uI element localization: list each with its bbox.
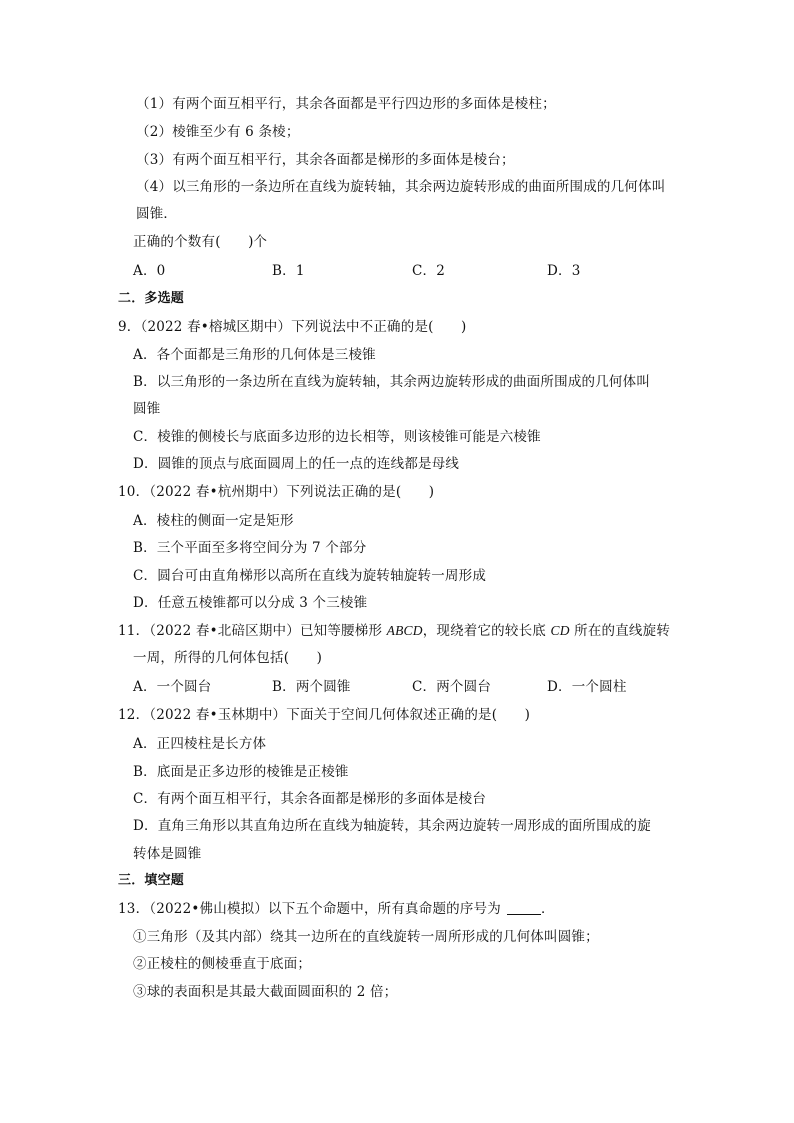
q9-option-b: B．以三角形的一条边所在直线为旋转轴，其余两边旋转形成的曲面所围成的几何体叫 xyxy=(133,374,651,390)
q10-option-b: B．三个平面至多将空间分为 7 个部分 xyxy=(133,540,367,556)
q8-option-b: B．1 xyxy=(272,263,305,279)
q12-option-b: B．底面是正多边形的棱锥是正棱锥 xyxy=(133,764,349,780)
q11-stem-part3: 所在的直线旋转 xyxy=(569,623,671,639)
q8-option-c: C．2 xyxy=(412,263,446,279)
q11-var-abcd: ABCD xyxy=(386,623,423,638)
q8-item-3: （3）有两个面互相平行，其余各面都是梯形的多面体是棱台； xyxy=(136,152,515,168)
section-title-fill-in: 三．填空题 xyxy=(118,873,185,888)
q8-item-2: （2）棱锥至少有 6 条棱； xyxy=(136,124,300,140)
q13-item-1: ①三角形（及其内部）绕其一边所在的直线旋转一周所形成的几何体叫圆锥； xyxy=(133,929,599,945)
q10-option-a: A．棱柱的侧面一定是矩形 xyxy=(133,513,294,529)
q10-option-d: D．任意五棱锥都可以分成 3 个三棱锥 xyxy=(133,595,368,611)
q11-stem-cont: 一周，所得的几何体包括( ) xyxy=(133,650,323,666)
q13-item-2: ②正棱柱的侧棱垂直于底面； xyxy=(133,956,312,972)
q11-option-c: C．两个圆台 xyxy=(412,679,492,695)
q9-option-c: C．棱锥的侧棱长与底面多边形的边长相等，则该棱锥可能是六棱锥 xyxy=(133,429,541,445)
q11-stem-part1: 11．（2022 春•北碚区期中）已知等腰梯形 xyxy=(118,623,387,639)
q13-stem-text: 13．（2022•佛山模拟）以下五个命题中，所有真命题的序号为 xyxy=(118,901,501,917)
q8-item-4: （4）以三角形的一条边所在直线为旋转轴，其余两边旋转形成的曲面所围成的几何体叫 xyxy=(136,179,666,195)
q9-stem: 9．（2022 春•榕城区期中）下列说法中不正确的是( ) xyxy=(118,319,467,335)
q8-option-d: D．3 xyxy=(547,263,581,279)
q8-prompt: 正确的个数有( )个 xyxy=(133,234,268,250)
q10-stem: 10．（2022 春•杭州期中）下列说法正确的是( ) xyxy=(118,484,435,500)
q8-item-1: （1）有两个面互相平行，其余各面都是平行四边形的多面体是棱柱； xyxy=(136,96,556,112)
q11-stem-part2: ，现绕着它的较长底 xyxy=(422,623,551,639)
q11-option-d: D．一个圆柱 xyxy=(547,679,627,695)
q13-stem-end: ． xyxy=(540,901,555,917)
q12-stem: 12．（2022 春•玉林期中）下面关于空间几何体叙述正确的是( ) xyxy=(118,707,531,723)
q12-option-d-cont: 转体是圆锥 xyxy=(133,846,202,862)
q8-option-a: A．0 xyxy=(133,263,166,279)
q9-option-b-cont: 圆锥 xyxy=(133,401,161,417)
q11-var-cd: CD xyxy=(550,623,570,638)
q11-option-a: A．一个圆台 xyxy=(133,679,212,695)
q13-stem xyxy=(118,899,555,919)
q11-stem xyxy=(118,621,670,641)
q8-item-4-cont: 圆锥． xyxy=(136,206,178,222)
q12-option-d: D．直角三角形以其直角边所在直线为轴旋转，其余两边旋转一周形成的面所围成的旋 xyxy=(133,818,651,834)
q13-item-3: ③球的表面积是其最大截面圆面积的 2 倍； xyxy=(133,984,398,1000)
q9-option-a: A．各个面都是三角形的几何体是三棱锥 xyxy=(133,347,376,363)
q12-option-a: A．正四棱柱是长方体 xyxy=(133,736,267,752)
answer-blank[interactable] xyxy=(507,900,541,915)
q12-option-c: C．有两个面互相平行，其余各面都是梯形的多面体是棱台 xyxy=(133,791,487,807)
q9-option-d: D．圆锥的顶点与底面圆周上的任一点的连线都是母线 xyxy=(133,456,460,472)
q11-option-b: B．两个圆锥 xyxy=(272,679,351,695)
q10-option-c: C．圆台可由直角梯形以高所在直线为旋转轴旋转一周形成 xyxy=(133,568,487,584)
section-title-multiple-choice: 二．多选题 xyxy=(118,291,185,306)
